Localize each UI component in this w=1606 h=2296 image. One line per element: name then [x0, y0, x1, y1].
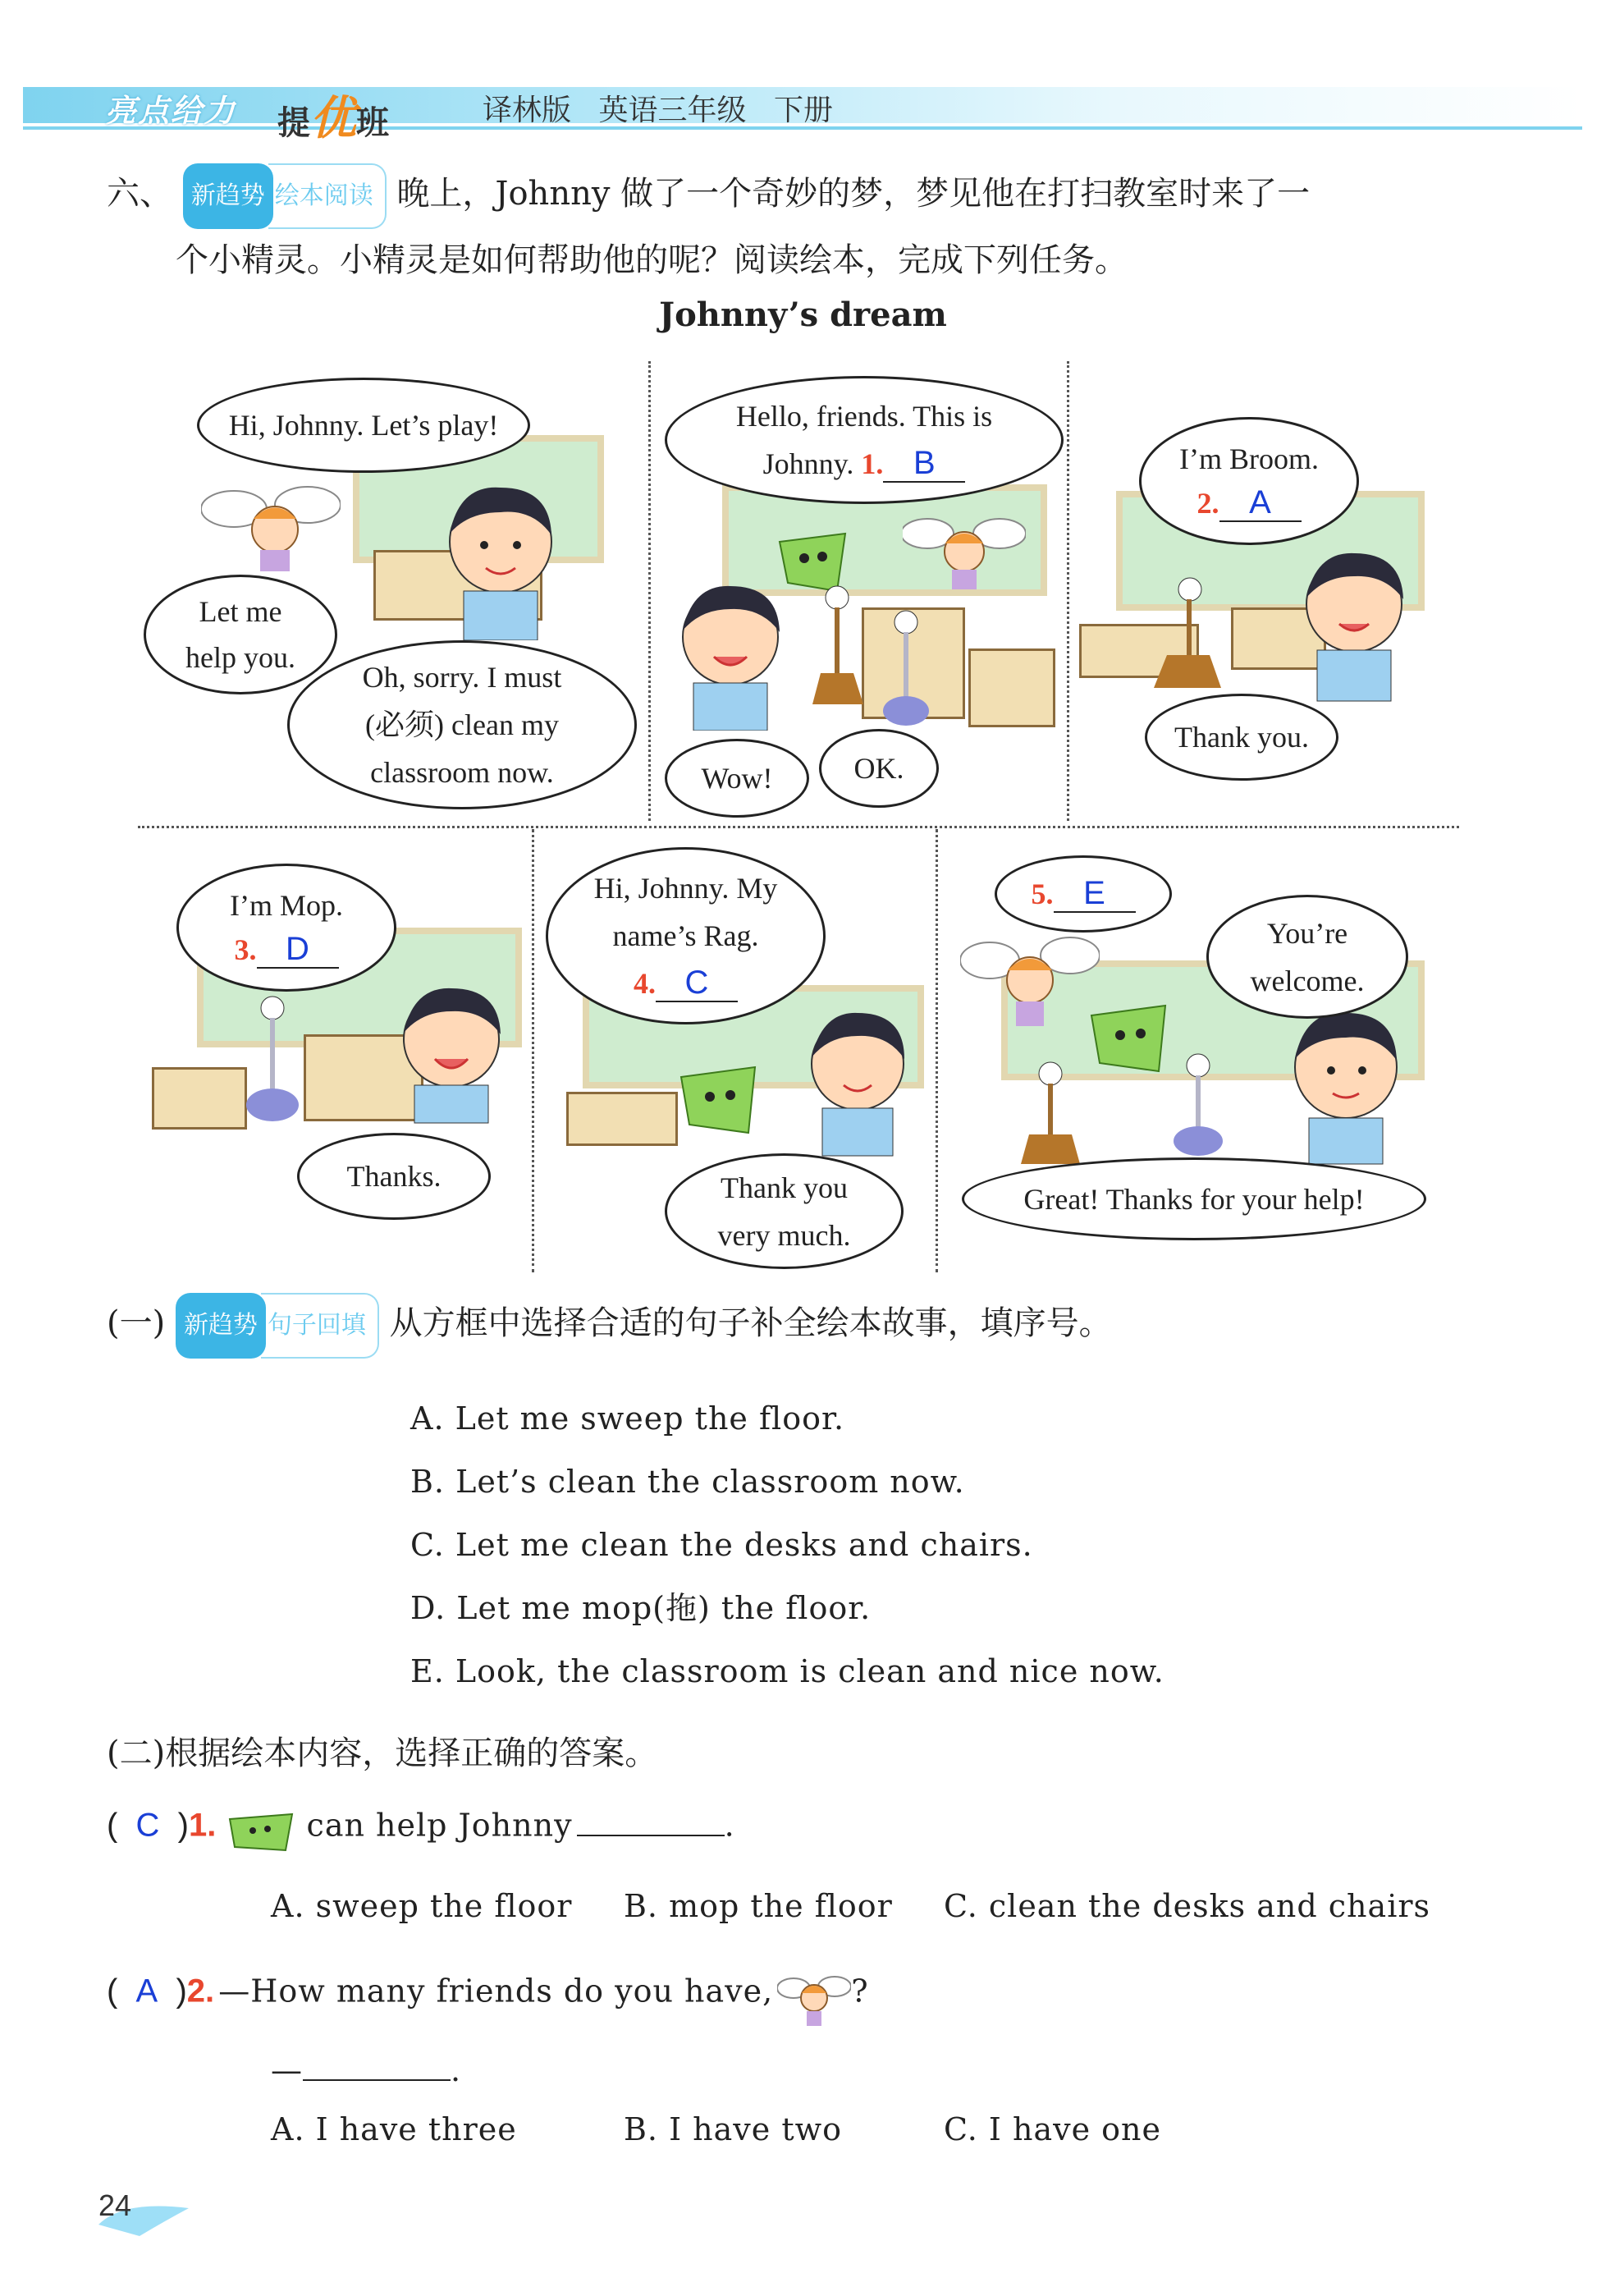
question-2	[107, 1964, 1518, 2021]
series-highlight: 优	[310, 92, 356, 145]
series-post: 班	[356, 104, 389, 142]
q1-option-a: A. sweep the floor	[271, 1888, 573, 1924]
speech-bubble	[1145, 694, 1338, 781]
mop-illustration	[238, 993, 312, 1128]
speech-bubble	[144, 575, 337, 694]
q1-option-c: C. clean the desks and chairs	[944, 1888, 1431, 1924]
desk	[968, 648, 1055, 727]
johnny-illustration	[657, 575, 804, 734]
rag-illustration	[1083, 997, 1174, 1083]
panel-divider	[532, 829, 534, 1272]
desk	[152, 1067, 247, 1130]
reply-end: .	[451, 2052, 462, 2088]
johnny-illustration	[377, 977, 525, 1128]
option-list	[410, 1387, 1164, 1703]
answer-choice[interactable]: C	[135, 1807, 160, 1844]
q2-option-a: A. I have three	[271, 2111, 517, 2147]
book-info	[483, 87, 833, 129]
speech-bubble	[197, 378, 530, 473]
answer-line-5	[1032, 869, 1136, 919]
broom-illustration	[1149, 575, 1223, 693]
trend-badge: 新趋势	[183, 163, 273, 229]
bubble-text: OK.	[853, 752, 904, 785]
panel-divider	[1067, 361, 1069, 821]
speech-bubble	[176, 864, 396, 992]
johnny-illustration	[788, 1001, 927, 1161]
option-c: C. Let me clean the desks and chairs.	[410, 1527, 1033, 1563]
blank-number: 1.	[861, 447, 884, 480]
answer-choice[interactable]: A	[135, 1973, 158, 2010]
part2-heading: (二)根据绘本内容，选择正确的答案。	[107, 1735, 658, 1772]
bubble-text: Great! Thanks for your help!	[1023, 1182, 1365, 1216]
brand-logo: 亮点给力	[105, 93, 237, 129]
question-number: 2.	[186, 1973, 215, 2010]
bubble-text: I’m Mop.	[230, 889, 343, 922]
johnny-illustration	[419, 476, 583, 644]
question-blank[interactable]	[577, 1835, 725, 1836]
intro-line-2: 个小精灵。小精灵是如何帮助他的呢？阅读绘本，完成下列任务。	[176, 241, 1128, 279]
mop-illustration	[1165, 1051, 1231, 1161]
badge-subtitle: 绘本阅读	[268, 163, 387, 229]
answer-blank[interactable]: C	[656, 965, 738, 1002]
part1-heading	[107, 1292, 1518, 1359]
answer-blank[interactable]: E	[1054, 875, 1136, 913]
answer-blank[interactable]: A	[1219, 484, 1302, 522]
panel-divider	[936, 829, 938, 1272]
speech-bubble	[287, 640, 637, 809]
question-text: —How many friends do you have,	[218, 1973, 774, 2010]
speech-bubble	[819, 729, 939, 808]
row-divider	[138, 826, 1459, 828]
question-end: ?	[851, 1973, 869, 2010]
desk	[566, 1092, 678, 1146]
answer-paren: ( A )	[107, 1973, 187, 2010]
blank-number: 2.	[1196, 487, 1219, 520]
johnny-illustration	[1280, 542, 1428, 709]
speech-bubble	[665, 376, 1064, 504]
mop-illustration	[878, 607, 936, 734]
reply-dash: —	[271, 2052, 303, 2088]
speech-bubble	[665, 1153, 904, 1269]
speech-bubble	[297, 1133, 491, 1220]
rag-icon	[220, 1806, 302, 1858]
bubble-text: Hello, friends. This is	[735, 400, 993, 433]
johnny-illustration	[1264, 1001, 1428, 1169]
question-end: .	[724, 1807, 735, 1844]
rag-illustration	[673, 1059, 763, 1144]
bubble-text: Hi, Johnny. My	[593, 872, 778, 905]
blank-number: 5.	[1031, 878, 1054, 910]
bubble-text: I’m Broom.	[1179, 442, 1319, 475]
answer-paren: ( C )	[107, 1807, 189, 1844]
part-instruction: 从方框中选择合适的句子补全绘本故事，填序号。	[389, 1304, 1112, 1342]
bubble-text: Wow!	[701, 762, 773, 795]
fairy-icon	[777, 1964, 851, 2032]
bubble-text: classroom now.	[370, 756, 554, 789]
panel-divider	[648, 361, 651, 821]
answer-blank[interactable]: B	[883, 445, 965, 483]
story-title: Johnny’s dream	[659, 296, 947, 334]
bubble-text: name’s Rag.	[612, 919, 759, 952]
bubble-text: Let me	[199, 595, 282, 628]
series-pre: 提	[277, 104, 310, 142]
blank-number: 3.	[234, 933, 257, 966]
bubble-text: Thank you	[721, 1171, 848, 1204]
series-name	[277, 82, 389, 148]
bubble-text: Johnny.	[762, 447, 854, 480]
answer-line-1	[763, 440, 966, 488]
answer-line-3	[235, 928, 339, 972]
trend-badge: 新趋势	[176, 1293, 266, 1359]
volume: 下册	[773, 94, 833, 127]
speech-bubble	[1139, 417, 1359, 545]
subject: 英语三年级	[598, 94, 747, 127]
section-intro	[107, 163, 1518, 291]
blank-number: 4.	[634, 967, 656, 1000]
answer-blank[interactable]: D	[257, 931, 339, 969]
option-b: B. Let’s clean the classroom now.	[410, 1464, 965, 1500]
reply-blank[interactable]	[303, 2079, 451, 2081]
edition: 译林版	[483, 94, 572, 127]
bubble-text: Thank you.	[1174, 721, 1309, 754]
q1-option-b: B. mop the floor	[624, 1888, 893, 1924]
bubble-text: Oh, sorry. I must	[362, 661, 562, 694]
page-number: 24	[98, 2188, 132, 2222]
q2-option-c: C. I have one	[944, 2111, 1161, 2147]
fairy-illustration	[960, 919, 1100, 1046]
section-number: 六、	[107, 175, 172, 213]
answer-line-2	[1197, 481, 1302, 525]
q2-reply-line	[271, 2052, 461, 2088]
option-d: D. Let me mop(拖) the floor.	[410, 1590, 872, 1626]
answer-line-4	[634, 960, 738, 1007]
question-1	[107, 1806, 1518, 1858]
broom-illustration	[812, 583, 870, 709]
option-e: E. Look, the classroom is clean and nice now.	[410, 1653, 1164, 1689]
speech-bubble	[1206, 895, 1408, 1019]
page-header	[23, 80, 1582, 145]
broom-illustration	[1018, 1059, 1083, 1169]
option-a: A. Let me sweep the floor.	[410, 1400, 845, 1437]
fairy-illustration	[903, 501, 1026, 603]
bubble-text: help you.	[185, 641, 295, 674]
bubble-text: very much.	[717, 1218, 851, 1252]
question-text: can help Johnny	[306, 1807, 573, 1844]
bubble-text: Thanks.	[346, 1160, 442, 1193]
fairy-illustration	[201, 468, 341, 578]
speech-bubble	[546, 847, 826, 1024]
bubble-text: Hi, Johnny. Let’s play!	[228, 409, 499, 442]
badge-subtitle: 句子回填	[261, 1293, 379, 1359]
speech-bubble	[962, 1157, 1426, 1240]
speech-bubble	[665, 739, 809, 818]
bubble-text: welcome.	[1250, 964, 1365, 997]
q2-option-b: B. I have two	[624, 2111, 843, 2147]
speech-bubble	[995, 855, 1172, 933]
bubble-text: You’re	[1266, 916, 1348, 950]
intro-line-1: 晚上，Johnny 做了一个奇妙的梦，梦见他在打扫教室时来了一	[396, 175, 1311, 213]
part-label: (一)	[107, 1304, 166, 1342]
bubble-text: (必须) clean my	[365, 708, 559, 741]
question-number: 1.	[188, 1807, 217, 1844]
